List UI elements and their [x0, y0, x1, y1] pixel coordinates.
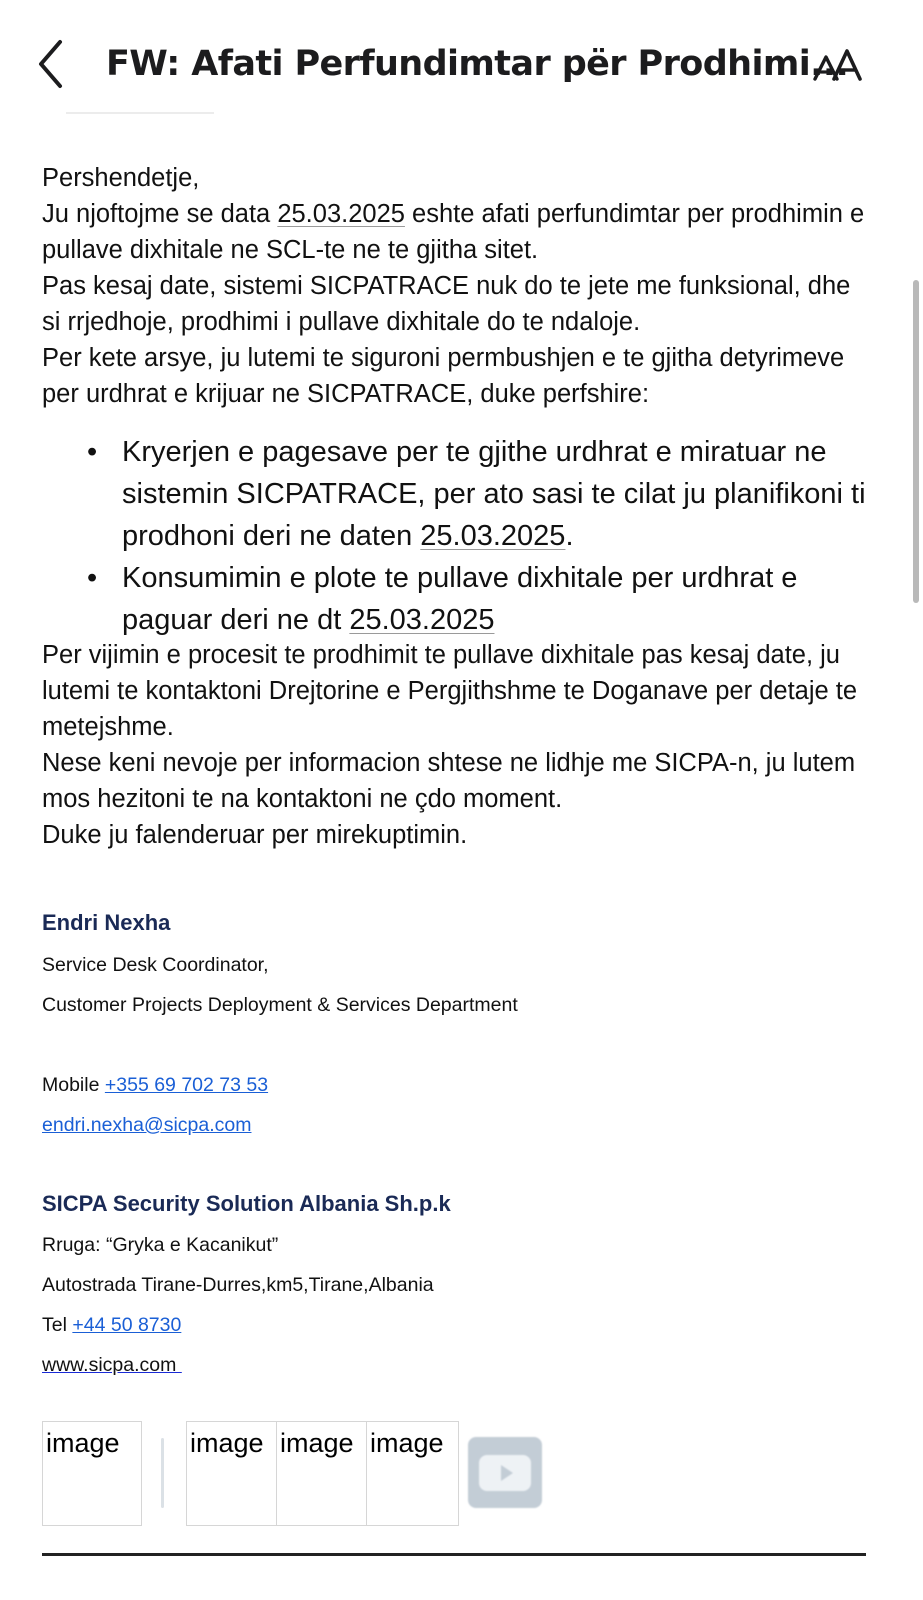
- tel-link[interactable]: +44 50 8730: [72, 1314, 182, 1336]
- list-item: [87, 431, 872, 557]
- company-name: SICPA Security Solution Albania Sh.p.k: [42, 1191, 451, 1216]
- youtube-icon[interactable]: [468, 1437, 542, 1508]
- greeting: Pershendetje,: [42, 164, 200, 192]
- scrollbar[interactable]: [913, 280, 919, 603]
- text-size-icon[interactable]: [812, 48, 864, 82]
- image-placeholder[interactable]: image: [366, 1421, 459, 1526]
- text: Konsumimin e plote te pullave dixhitale per urdhrat e paguar deri ne dt: [122, 562, 798, 636]
- company-tel: [42, 1314, 842, 1337]
- company-address: Autostrada Tirane-Durres,km5,Tirane,Albania: [42, 1274, 434, 1296]
- bullet-icon: •: [87, 562, 98, 594]
- email-header: [0, 0, 923, 120]
- company-street: Rruga: “Gryka e Kacanikut”: [42, 1234, 279, 1256]
- text: Ju njoftojme se data: [42, 200, 278, 228]
- header-divider: [66, 112, 214, 114]
- signature-department: Customer Projects Deployment & Services Department: [42, 994, 518, 1016]
- play-icon: [501, 1465, 513, 1481]
- date-link[interactable]: 25.03.2025: [420, 520, 566, 552]
- bullet-icon: •: [87, 436, 98, 468]
- paragraph-system: Pas kesaj date, sistemi SICPATRACE nuk do te jete me funksional, dhe si rrjedhoje, prodhimi i pullave dixhitale do te ndaloje.: [42, 272, 851, 336]
- image-placeholder[interactable]: image: [276, 1421, 367, 1526]
- youtube-icon-body: [479, 1455, 531, 1491]
- image-placeholder[interactable]: image: [42, 1421, 142, 1526]
- signature-mobile: [42, 1074, 842, 1097]
- signature-email: [42, 1114, 842, 1137]
- tel-label: Tel: [42, 1314, 73, 1336]
- obligation-list: [42, 431, 872, 641]
- text: Kryerjen e pagesave per te gjithe urdhrat e miratuar ne sistemin SICPATRACE, per ato sasi te cilat ju planifikoni ti prodhoni deri ne daten: [122, 436, 866, 552]
- mobile-phone-link[interactable]: +355 69 702 73 53: [104, 1074, 269, 1096]
- list-item: [87, 557, 872, 641]
- email-link[interactable]: endri.nexha@sicpa.com: [42, 1114, 252, 1136]
- date-link[interactable]: 25.03.2025: [349, 604, 495, 636]
- company-website: [42, 1354, 842, 1377]
- mobile-label: Mobile: [42, 1074, 105, 1096]
- signature-divider: [42, 1553, 866, 1556]
- paragraph-thanks: Duke ju falenderuar per mirekuptimin.: [42, 821, 468, 849]
- paragraph-more-info: Nese keni nevoje per informacion shtese ne lidhje me SICPA-n, ju lutem mos hezitoni te na kontaktoni ne çdo moment.: [42, 749, 856, 813]
- email-subject-title: FW: Afati Perfundimtar për Prodhimi...: [106, 44, 849, 84]
- image-separator: [161, 1438, 164, 1508]
- email-body: [42, 160, 872, 853]
- paragraph-obligations: Per kete arsye, ju lutemi te siguroni permbushjen e te gjitha detyrimeve per urdhrat e krijuar ne SICPATRACE, duke perfshire:: [42, 344, 845, 408]
- text: eshte afati perfundimtar per prodhimin e pullave dixhitale ne SCL-te ne te gjitha sitet.: [42, 200, 865, 264]
- paragraph-deadline: [42, 196, 872, 268]
- image-placeholder[interactable]: image: [186, 1421, 277, 1526]
- signature-name: Endri Nexha: [42, 910, 171, 935]
- date-link[interactable]: 25.03.2025: [277, 200, 405, 228]
- paragraph-contact-customs: Per vijimin e procesit te prodhimit te pullave dixhitale pas kesaj date, ju lutemi te kontaktoni Drejtorine e Pergjithshme te Doganave per detaje te metejshme.: [42, 641, 858, 741]
- website-link[interactable]: www.sicpa.com: [42, 1354, 182, 1376]
- text: .: [565, 520, 574, 552]
- chevron-left-icon[interactable]: [32, 38, 72, 90]
- signature-role: Service Desk Coordinator,: [42, 954, 269, 976]
